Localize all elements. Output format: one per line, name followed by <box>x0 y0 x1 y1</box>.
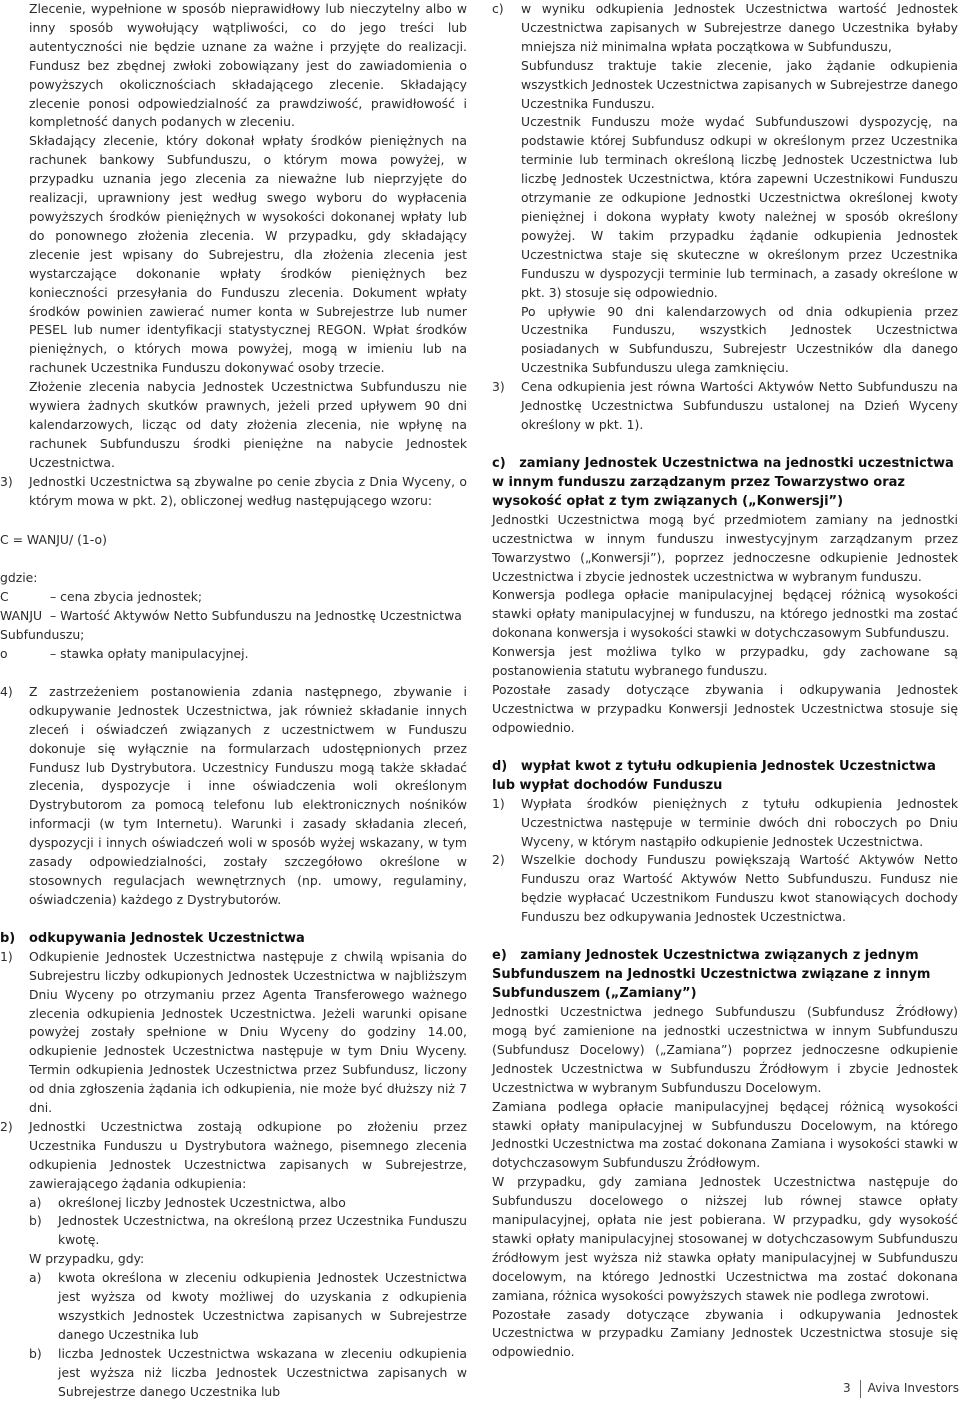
paragraph: Składający zlecenie, który dokonał wpłaty środków pieniężnych na rachunek bankowy Subfunduszu, o którym mowa powyżej, w przypadku uznania jego zlecenia za nieważne lub nieprzyjęte do realizacji, uprawniony jest według swego wyboru do wypłacenia powyższych środków pieniężnych w wysokości dokonanej wpłaty lub do ponownego złożenia zlecenia. W przypadku, gdy składający zlecenie jest wpisany do Subrejestru, dla złożenia zlecenia jest wystarczające dokonanie wpłaty środków pieniężnych bez konieczności przesyłania do Funduszu zlecenia. Dokument wpłaty środków powinien zawierać numer konta w Subrejestrze lub numer PESEL lub numer identyfikacji statystycznej REGON. Wpłat środków pieniężnych, o których mowa powyżej, mogą w imieniu lub na rachunek Uczestnika Funduszu dokonywać osoby trzecie. <box>29 133 467 376</box>
left-column <box>0 0 467 1402</box>
paragraph: Pozostałe zasady dotyczące zbywania i odkupywania Jednostek Uczestnictwa w przypadku Konwersji Jednostek Uczestnictwa stosuje się odpowiednio. <box>492 682 958 735</box>
definition-wanju: WANJU – Wartość Aktywów Netto Subfunduszu na Jednostkę Uczestnictwa Subfunduszu; <box>0 608 462 643</box>
paragraph: Uczestnik Funduszu może wydać Subfunduszowi dyspozycję, na podstawie której Subfundusz odkupi w określonym przez Uczestnika terminie lub terminach określoną liczbę Jednostek Uczestnictwa lub liczbę Jednostek Uczestnictwa, która zapewni Uczestnikowi Funduszu otrzymanie ze odkupione Jednostki Uczestnictwa określonej kwoty pieniężnej i dokona wypłaty kwoty należnej w sposób określony powyżej. W takim przypadku żądanie odkupienia Jednostek Uczestnictwa staje się skuteczne w określonym przez Uczestnika Funduszu w dyspozycji terminie lub terminach, a zasady określone w pkt. 3) stosuje się odpowiednio. <box>521 114 958 300</box>
sub-item: a) określonej liczby Jednostek Uczestnictwa, albo <box>29 1194 346 1210</box>
list-item: 2) Jednostki Uczestnictwa zostają odkupione po złożeniu przez Uczestnika Funduszu u Dystrybutora ważnego, pisemnego zlecenia odkupienia Jednostek Uczestnictwa zapisanych w Subrejestrze, zawierającego żądania odkupienia: <box>0 1118 467 1191</box>
paragraph: Jednostki Uczestnictwa mogą być przedmiotem zamiany na jednostki uczestnictwa w innym funduszu inwestycyjnym zarządzanym przez Towarzystwo („Konwersji”), poprzez jednoczesne odkupienie Jednostek Uczestnictwa i zbycie jednostek uczestnictwa w wybranym funduszu. <box>492 511 958 584</box>
footer-divider <box>860 1380 861 1398</box>
paragraph: W przypadku, gdy zamiana Jednostek Uczestnictwa następuje do Subfunduszu docelowego o niższej lub równej stawce opłaty manipulacyjnej, opłata nie jest pobierana. W przypadku, gdy wysokość stawki opłaty manipulacyjnej stosowanej w dotychczasowym Subfunduszu źródłowym jest wyższa niż stawka opłaty manipulacyjnej w Subfunduszu docelowym, na którego Jednostki Uczestnictwa ma zostać dokonana zamiana, różnica wysokości powyższych stawek nie podlega zwrotowi. <box>492 1174 958 1303</box>
paragraph: Subfundusz traktuje takie zlecenie, jako żądanie odkupienia wszystkich Jednostek Uczestnictwa zapisanych w Subrejestrze danego Uczestnika Funduszu. <box>521 57 958 111</box>
list-item: 1) Odkupienie Jednostek Uczestnictwa następuje z chwilą wpisania do Subrejestru liczby odkupionych Jednostek Uczestnictwa w najbliższym Dniu Wyceny po otrzymaniu przez Agenta Transferowego ważnego zlecenia odkupienia Jednostek Uczestnictwa. Jeżeli warunki opisane powyżej zostały spełnione w Dniu Wyceny do godziny 14.00, odkupienie Jednostek Uczestnictwa następuje w tym Dniu Wyceny. Termin odkupienia Jednostek Uczestnictwa przez Subfundusz, liczony od dnia zgłoszenia żądania ich odkupienia, nie może być dłuższy niż 7 dni. <box>0 948 467 1116</box>
sub-item: b) liczba Jednostek Uczestnictwa wskazana w zleceniu odkupienia jest wyższa niż liczba Jednostek Uczestnictwa zapisanych w Subrejestrze danego Uczestnika lub <box>29 1345 467 1399</box>
paragraph: W przypadku, gdy: <box>29 1251 145 1267</box>
section-heading-c: c) zamiany Jednostek Uczestnictwa na jednostki uczestnictwa w innym funduszu zarządzanym przez Towarzystwo oraz wysokość opłat z tym związanych („Konwersji”) <box>492 455 954 509</box>
price-formula: C = WANJU/ (1-o) <box>0 532 107 548</box>
definition-c: C – cena zbycia jednostek; <box>0 589 203 605</box>
sub-item: a) kwota określona w zleceniu odkupienia Jednostek Uczestnictwa jest wyższa od kwoty możliwej do uzyskania z odkupienia wszystkich Jednostek Uczestnictwa zapisanych w Subrejestrze danego Uczestnika lub <box>29 1270 467 1342</box>
paragraph: Zlecenie, wypełnione w sposób nieprawidłowy lub nieczytelny albo w inny sposób wywołujący wątpliwości, co do jego treści lub autentyczności nie będzie uznane za ważne i przyjęte do realizacji. Fundusz bez zbędnej zwłoki zobowiązany jest do zawiadomienia o powyższych okolicznościach składającego zlecenie. Składający zlecenie ponosi odpowiedzialność za prawdziwość, prawidłowość i kompletność danych podanych w zleceniu. <box>29 1 467 130</box>
paragraph: Konwersja jest możliwa tylko w przypadku, gdy zachowane są postanowienia statutu wybranego funduszu. <box>492 644 958 679</box>
paragraph: Pozostałe zasady dotyczące zbywania i odkupywania Jednostek Uczestnictwa w przypadku Zamiany Jednostek Uczestnictwa stosuje się odpowiednio. <box>492 1306 958 1360</box>
definition-o: o – stawka opłaty manipulacyjnej. <box>0 646 249 661</box>
page-number: 3 <box>843 1381 851 1395</box>
where-label: gdzie: <box>0 570 38 586</box>
section-heading-e: e) zamiany Jednostek Uczestnictwa związanych z jednym Subfunduszem na Jednostki Uczestnictwa związane z innym Subfunduszem („Zamiany”) <box>492 948 931 1002</box>
right-column <box>492 0 958 1362</box>
paragraph: Zamiana podlega opłacie manipulacyjnej będącej różnicą wysokości stawki opłaty manipulacyjnej w Subfunduszu Docelowym, na którego Jednostki Uczestnictwa ma zostać dokonana Zamiana i wysokości stawki w dotychczasowym Subfunduszu Źródłowym. <box>492 1098 958 1171</box>
sub-item: b) Jednostek Uczestnictwa, na określoną przez Uczestnika Funduszu kwotę. <box>29 1213 467 1248</box>
paragraph: Po upływie 90 dni kalendarzowych od dnia odkupienia przez Uczestnika Funduszu, wszystkich Jednostek Uczestnictwa posiadanych w Subfunduszu, Subrejestr Uczestników dla danego Uczestnika Subfunduszu ulega zamknięciu. <box>521 303 958 376</box>
list-item: 3) Cena odkupienia jest równa Wartości Aktywów Netto Subfunduszu na Jednostkę Uczestnictwa Subfunduszu ustalonej na Dzień Wyceny określony w pkt. 1). <box>492 379 958 432</box>
list-item: 3) Jednostki Uczestnictwa są zbywalne po cenie zbycia z Dnia Wyceny, o którym mowa w pkt. 2), obliczonej według następującego wzoru: <box>0 473 467 508</box>
section-heading-d: d) wypłat kwot z tytułu odkupienia Jednostek Uczestnictwa lub wypłat dochodów Funduszu <box>492 758 936 793</box>
list-item: 4) Z zastrzeżeniem postanowienia zdania następnego, zbywanie i odkupywanie Jednostek Uczestnictwa, jak również składanie innych zleceń i oświadczeń związanych z uczestnictwem w Funduszu dokonuje się wyłącznie na formularzach udostępnionych przez Fundusz lub Dystrybutora. Uczestnicy Funduszu mogą także składać zlecenia, dyspozycje i inne oświadczenia woli określonym Dystrybutorom za pomocą telefonu lub elektronicznych nośników informacji (w tym Internetu). Warunki i zasady składania zleceń, dyspozycji i innych oświadczeń woli w sposób wyżej wskazany, w tym zasady odpowiedzialności, zostały szczegółowo określone w stosownych regulacjach wewnętrznych (np. umowy, regulaminy, oświadczenia) każdego z Dystrybutorów. <box>0 683 467 907</box>
list-item: 1) Wypłata środków pieniężnych z tytułu odkupienia Jednostek Uczestnictwa następuje w terminie dwóch dni roboczych po Dniu Wyceny, w którym nastąpiło odkupienie Jednostek Uczestnictwa. <box>492 795 958 849</box>
sub-item: c) w wyniku odkupienia Jednostek Uczestnictwa wartość Jednostek Uczestnictwa zapisanych w Subrejestrze danego Uczestnika byłaby mniejsza niż minimalna wpłata początkowa w Subfunduszu, <box>492 1 958 54</box>
paragraph: Jednostki Uczestnictwa jednego Subfunduszu (Subfundusz Źródłowy) mogą być zamienione na jednostki uczestnictwa w innym Subfunduszu (Subfundusz Docelowy) („Zamiana”) poprzez jednoczesne odkupienie Jednostek Uczestnictwa w Subfunduszu Źródłowym i zbycie Jednostek Uczestnictwa w wybranym Subfunduszu Docelowym. <box>492 1004 958 1095</box>
list-item: 2) Wszelkie dochody Funduszu powiększają Wartość Aktywów Netto Funduszu oraz Wartość Aktywów Netto Subfunduszu. Fundusz nie będzie wypłacać Uczestnikom Funduszu kwot stanowiących dochody Funduszu bez odkupywania Jednostek Uczestnictwa. <box>492 852 958 925</box>
section-heading-b: b) odkupywania Jednostek Uczestnictwa <box>0 930 305 946</box>
paragraph: Konwersja podlega opłacie manipulacyjnej będącej różnicą wysokości stawki opłaty manipulacyjnej w funduszu, na którego jednostki ma zostać dokonana konwersja i wysokości stawki w dotychczasowym Subfunduszu. <box>492 587 958 641</box>
paragraph: Złożenie zlecenia nabycia Jednostek Uczestnictwa Subfunduszu nie wywiera żadnych skutków prawnych, jeżeli przed upływem 90 dni kalendarzowych, licząc od daty złożenia zlecenia, nie wpłynę na rachunek Subfunduszu środki pieniężne na nabycie Jednostek Uczestnictwa. <box>29 379 467 470</box>
page-footer <box>843 1379 959 1398</box>
brand-name: Aviva Investors <box>867 1381 959 1395</box>
